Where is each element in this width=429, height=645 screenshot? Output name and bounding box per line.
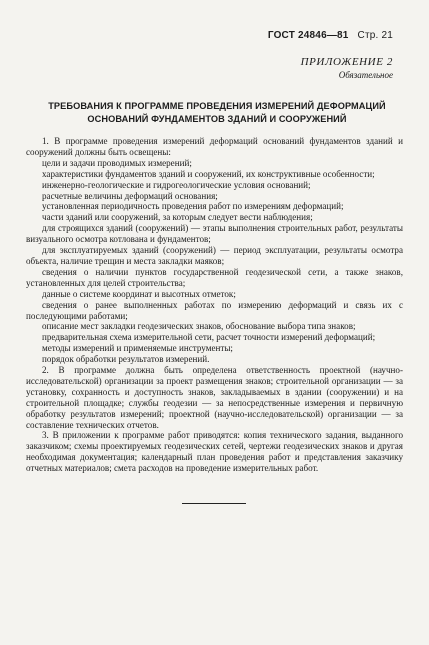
list-item: установленная периодичность проведения работ по измерениям деформаций; — [42, 201, 344, 212]
standard-number: ГОСТ 24846—81 — [267, 30, 349, 41]
list-item: для строящихся зданий (сооружений) — этапы выполнения строительных работ, результаты визуального осмотра котлована и фундаментов; — [26, 223, 403, 245]
list-item: данные о системе координат и высотных отметок; — [42, 288, 236, 299]
paragraph: 3. В приложении к программе работ приводятся: копия технического задания, выданного заказчиком; схемы проектируемых геодезических сетей, чертежи геодезических знаков и другая необходимая документация; календарный план проведения работ и представления заказчику отчетных материалов; смета расходов на проведение измерительных работ. — [26, 430, 403, 474]
list-item: описание мест закладки геодезических знаков, обоснование выбора типа знаков; — [42, 321, 356, 332]
appendix-title: ПРИЛОЖЕНИЕ 2 — [300, 56, 393, 68]
list-item: сведения о ранее выполненных работах по измерению деформаций и связь их с последующими работами; — [26, 299, 403, 321]
page-number: Стр. 21 — [357, 30, 393, 41]
paragraph: 2. В программе должна быть определена ответственность проектной (научно-исследовательской) организации за проект размещения знаков; строительной организации — за установку, сохранность и доступность знаков, закладываемых в здании (сооружении) и на строительной площадке; службы геодезии — за непосредственные измерения и первичную обработку результатов измерений; проектной (научно-исследовательской) организации — за составление технических отчетов. — [26, 365, 403, 430]
list-item: предварительная схема измерительной сети, расчет точности измерений деформаций; — [42, 332, 376, 343]
list-item: методы измерений и применяемые инструменты; — [42, 343, 233, 354]
title-line-2: ОСНОВАНИЙ ФУНДАМЕНТОВ ЗДАНИЙ И СООРУЖЕНИЙ — [87, 114, 347, 124]
list-item: характеристики фундаментов зданий и сооружений, их конструктивные особенности; — [42, 168, 375, 179]
list-item: расчетные величины деформаций основания; — [42, 190, 218, 201]
closing-rule — [182, 503, 246, 504]
title-line-1: ТРЕБОВАНИЯ К ПРОГРАММЕ ПРОВЕДЕНИЯ ИЗМЕРЕНИЙ ДЕФОРМАЦИЙ — [48, 101, 386, 111]
list-item: цели и задачи проводимых измерений; — [42, 157, 192, 168]
appendix-status: Обязательное — [338, 70, 393, 80]
appendix-label — [301, 56, 393, 82]
list-item: инженерно-геологические и гидрогеологические условия оснований; — [42, 179, 311, 190]
document-title — [30, 100, 404, 126]
paragraph: 1. В программе проведения измерений деформаций оснований фундаментов зданий и сооружений должны быть освещены: — [26, 136, 403, 157]
list-item: части зданий или сооружений, за которым следует вести наблюдения; — [42, 212, 313, 223]
page-header — [268, 30, 393, 41]
document-body — [26, 136, 403, 474]
list-item: порядок обработки результатов измерений. — [42, 354, 210, 365]
list-item: для эксплуатируемых зданий (сооружений) — период эксплуатации, результаты осмотра объекта, наличие трещин и места закладки маяков; — [26, 245, 403, 266]
list-item: сведения о наличии пунктов государственной геодезической сети, а также знаков, установленных для целей строительства; — [26, 266, 403, 288]
